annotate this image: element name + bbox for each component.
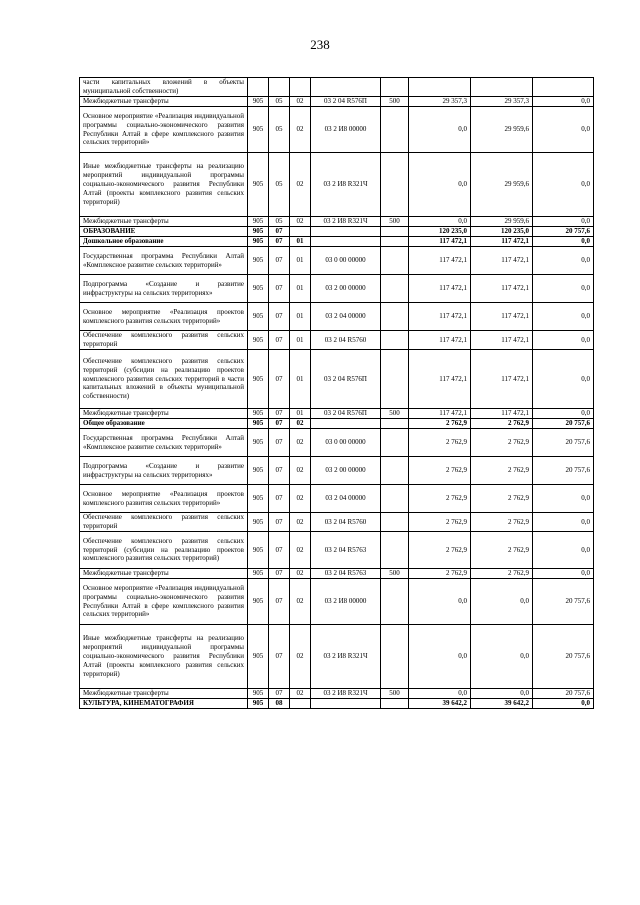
row-amount-1: 2 762,9	[409, 485, 471, 513]
row-amount-1: 0,0	[409, 107, 471, 153]
row-gr-code: 905	[248, 689, 269, 699]
row-amount-1: 29 357,3	[409, 97, 471, 107]
row-pr-code: 02	[290, 485, 311, 513]
row-name: Дошкольное образование	[80, 237, 248, 247]
row-gr-code: 905	[248, 227, 269, 237]
row-vr-code	[381, 457, 409, 485]
row-rz-code: 07	[269, 275, 290, 303]
table-row	[80, 625, 594, 689]
row-rz-code: 05	[269, 107, 290, 153]
row-vr-code	[381, 303, 409, 331]
row-amount-2: 117 472,1	[471, 409, 533, 419]
row-gr-code: 905	[248, 532, 269, 569]
row-cs-code: 03 0 00 00000	[311, 429, 381, 457]
table-row	[80, 247, 594, 275]
row-amount-2: 0,0	[471, 689, 533, 699]
row-amount-1: 0,0	[409, 625, 471, 689]
row-amount-3: 0,0	[533, 153, 594, 217]
row-amount-1: 2 762,9	[409, 532, 471, 569]
row-amount-3	[533, 78, 594, 97]
row-amount-1	[409, 78, 471, 97]
row-gr-code: 905	[248, 419, 269, 429]
row-gr-code	[248, 78, 269, 97]
row-cs-code: 03 2 04 00000	[311, 485, 381, 513]
row-amount-2: 2 762,9	[471, 457, 533, 485]
row-cs-code: 03 2 И8 R321Ч	[311, 153, 381, 217]
row-name: Межбюджетные трансферты	[80, 569, 248, 579]
table-row	[80, 227, 594, 237]
row-amount-2: 117 472,1	[471, 275, 533, 303]
row-gr-code: 905	[248, 429, 269, 457]
row-pr-code: 02	[290, 217, 311, 227]
row-vr-code	[381, 579, 409, 625]
row-gr-code: 905	[248, 513, 269, 532]
row-name: Государственная программа Республики Алтай «Комплексное развитие сельских территорий»	[80, 429, 248, 457]
row-rz-code: 07	[269, 625, 290, 689]
row-cs-code: 03 2 04 R5760	[311, 513, 381, 532]
row-amount-1: 39 642,2	[409, 699, 471, 709]
row-cs-code: 03 2 И8 00000	[311, 107, 381, 153]
row-pr-code: 02	[290, 579, 311, 625]
table-body	[80, 78, 594, 709]
row-amount-1: 2 762,9	[409, 569, 471, 579]
row-amount-2: 2 762,9	[471, 429, 533, 457]
row-amount-2: 0,0	[471, 579, 533, 625]
row-rz-code: 07	[269, 247, 290, 275]
row-amount-1: 117 472,1	[409, 331, 471, 350]
table-row	[80, 532, 594, 569]
row-amount-3: 0,0	[533, 97, 594, 107]
row-vr-code	[381, 513, 409, 532]
row-rz-code: 07	[269, 409, 290, 419]
row-gr-code: 905	[248, 107, 269, 153]
table-row	[80, 485, 594, 513]
row-vr-code	[381, 227, 409, 237]
row-name: Обеспечение комплексного развития сельских территорий (субсидии на реализацию проектов комплексного развития сельских территорий)	[80, 532, 248, 569]
row-pr-code: 02	[290, 107, 311, 153]
row-vr-code: 500	[381, 569, 409, 579]
row-cs-code: 03 2 04 00000	[311, 303, 381, 331]
row-amount-3: 20 757,6	[533, 419, 594, 429]
row-pr-code: 02	[290, 569, 311, 579]
row-amount-1: 117 472,1	[409, 350, 471, 409]
row-name: Межбюджетные трансферты	[80, 97, 248, 107]
row-rz-code: 07	[269, 227, 290, 237]
table-row	[80, 303, 594, 331]
row-amount-3: 0,0	[533, 247, 594, 275]
row-amount-3: 0,0	[533, 350, 594, 409]
row-vr-code	[381, 350, 409, 409]
row-vr-code	[381, 275, 409, 303]
table-row	[80, 275, 594, 303]
row-gr-code: 905	[248, 579, 269, 625]
row-cs-code: 03 2 И8 00000	[311, 579, 381, 625]
row-amount-2: 120 235,0	[471, 227, 533, 237]
row-cs-code: 03 2 04 R5763	[311, 569, 381, 579]
row-gr-code: 905	[248, 409, 269, 419]
row-gr-code: 905	[248, 247, 269, 275]
row-amount-2: 29 959,6	[471, 217, 533, 227]
row-amount-2: 117 472,1	[471, 237, 533, 247]
row-amount-3: 0,0	[533, 237, 594, 247]
row-gr-code: 905	[248, 97, 269, 107]
row-vr-code	[381, 485, 409, 513]
row-gr-code: 905	[248, 237, 269, 247]
row-cs-code: 03 2 04 R5763	[311, 532, 381, 569]
row-pr-code	[290, 699, 311, 709]
row-pr-code: 02	[290, 419, 311, 429]
row-vr-code: 500	[381, 409, 409, 419]
table-row	[80, 513, 594, 532]
row-amount-3: 0,0	[533, 513, 594, 532]
row-amount-1: 2 762,9	[409, 429, 471, 457]
row-amount-1: 0,0	[409, 217, 471, 227]
table-row	[80, 689, 594, 699]
row-amount-3: 0,0	[533, 532, 594, 569]
row-vr-code	[381, 429, 409, 457]
row-name: Основное мероприятие «Реализация проектов комплексного развития сельских территорий»	[80, 485, 248, 513]
row-gr-code: 905	[248, 699, 269, 709]
row-rz-code: 07	[269, 689, 290, 699]
row-pr-code: 02	[290, 513, 311, 532]
row-pr-code: 02	[290, 625, 311, 689]
table-row	[80, 331, 594, 350]
table-row	[80, 153, 594, 217]
row-name: Обеспечение комплексного развития сельских территорий (субсидии на реализацию проектов комплексного развития сельских территорий в части капитальных вложений в объекты муниципальной собственности)	[80, 350, 248, 409]
row-gr-code: 905	[248, 303, 269, 331]
page-number: 238	[310, 37, 330, 52]
row-cs-code: 03 2 И8 R321Ч	[311, 689, 381, 699]
row-cs-code	[311, 419, 381, 429]
table-row	[80, 699, 594, 709]
row-cs-code: 03 2 04 R576П	[311, 97, 381, 107]
row-amount-3: 0,0	[533, 569, 594, 579]
row-cs-code	[311, 227, 381, 237]
row-amount-3: 0,0	[533, 409, 594, 419]
row-pr-code: 01	[290, 303, 311, 331]
row-amount-2: 117 472,1	[471, 350, 533, 409]
row-name: Межбюджетные трансферты	[80, 689, 248, 699]
row-amount-3: 0,0	[533, 217, 594, 227]
row-vr-code	[381, 78, 409, 97]
row-name: Подпрограмма «Создание и развитие инфраструктуры на сельских территориях»	[80, 457, 248, 485]
row-rz-code: 07	[269, 237, 290, 247]
row-rz-code: 07	[269, 532, 290, 569]
row-name: КУЛЬТУРА, КИНЕМАТОГРАФИЯ	[80, 699, 248, 709]
row-amount-1: 117 472,1	[409, 247, 471, 275]
row-amount-1: 2 762,9	[409, 457, 471, 485]
row-amount-1: 0,0	[409, 579, 471, 625]
row-amount-3: 20 757,6	[533, 429, 594, 457]
row-vr-code	[381, 419, 409, 429]
table-row	[80, 237, 594, 247]
row-vr-code	[381, 237, 409, 247]
table-row	[80, 78, 594, 97]
row-amount-1: 117 472,1	[409, 275, 471, 303]
row-cs-code: 03 2 00 00000	[311, 457, 381, 485]
row-name: Межбюджетные трансферты	[80, 409, 248, 419]
row-rz-code: 08	[269, 699, 290, 709]
row-amount-3: 0,0	[533, 699, 594, 709]
table-row	[80, 419, 594, 429]
row-gr-code: 905	[248, 331, 269, 350]
row-gr-code: 905	[248, 625, 269, 689]
row-cs-code: 03 2 И8 R321Ч	[311, 625, 381, 689]
row-pr-code: 01	[290, 409, 311, 419]
row-cs-code	[311, 699, 381, 709]
row-amount-2: 29 959,6	[471, 107, 533, 153]
table-row	[80, 97, 594, 107]
row-amount-3: 0,0	[533, 303, 594, 331]
table-row	[80, 569, 594, 579]
row-vr-code: 500	[381, 217, 409, 227]
row-cs-code: 03 2 04 R576П	[311, 409, 381, 419]
row-name: Основное мероприятие «Реализация индивидуальной программы социально-экономического развития Республики Алтай в сфере комплексного развития сельских территорий»	[80, 107, 248, 153]
row-cs-code	[311, 78, 381, 97]
row-cs-code: 03 2 04 R5760	[311, 331, 381, 350]
row-name: Основное мероприятие «Реализация проектов комплексного развития сельских территорий»	[80, 303, 248, 331]
row-amount-2: 2 762,9	[471, 532, 533, 569]
row-pr-code: 01	[290, 247, 311, 275]
row-amount-2: 2 762,9	[471, 419, 533, 429]
row-name: Подпрограмма «Создание и развитие инфраструктуры на сельских территориях»	[80, 275, 248, 303]
row-pr-code	[290, 227, 311, 237]
table-row	[80, 350, 594, 409]
row-vr-code	[381, 699, 409, 709]
row-rz-code: 05	[269, 97, 290, 107]
row-vr-code	[381, 107, 409, 153]
row-vr-code	[381, 532, 409, 569]
row-name: Обеспечение комплексного развития сельских территорий	[80, 331, 248, 350]
row-cs-code	[311, 237, 381, 247]
row-gr-code: 905	[248, 153, 269, 217]
row-amount-2: 39 642,2	[471, 699, 533, 709]
row-rz-code: 07	[269, 429, 290, 457]
row-rz-code: 07	[269, 350, 290, 409]
row-amount-1: 117 472,1	[409, 409, 471, 419]
row-name: Обеспечение комплексного развития сельских территорий	[80, 513, 248, 532]
row-pr-code: 01	[290, 237, 311, 247]
row-gr-code: 905	[248, 275, 269, 303]
table-row	[80, 107, 594, 153]
row-name: части капитальных вложений в объекты муниципальной собственности)	[80, 78, 248, 97]
row-amount-2: 2 762,9	[471, 513, 533, 532]
row-amount-2: 117 472,1	[471, 331, 533, 350]
row-amount-3: 20 757,6	[533, 457, 594, 485]
row-pr-code: 02	[290, 153, 311, 217]
row-rz-code: 07	[269, 419, 290, 429]
row-amount-3: 0,0	[533, 331, 594, 350]
row-vr-code	[381, 625, 409, 689]
row-gr-code: 905	[248, 569, 269, 579]
row-amount-3: 20 757,6	[533, 689, 594, 699]
row-name: Межбюджетные трансферты	[80, 217, 248, 227]
row-amount-3: 20 757,6	[533, 579, 594, 625]
row-amount-2: 117 472,1	[471, 303, 533, 331]
row-cs-code: 03 0 00 00000	[311, 247, 381, 275]
row-pr-code: 01	[290, 350, 311, 409]
row-amount-1: 2 762,9	[409, 419, 471, 429]
row-amount-2: 29 959,6	[471, 153, 533, 217]
row-pr-code	[290, 78, 311, 97]
row-pr-code: 02	[290, 689, 311, 699]
row-name: Общее образование	[80, 419, 248, 429]
row-amount-1: 0,0	[409, 689, 471, 699]
row-rz-code: 07	[269, 569, 290, 579]
row-amount-3: 0,0	[533, 275, 594, 303]
table-row	[80, 457, 594, 485]
row-name: Иные межбюджетные трансферты на реализацию мероприятий индивидуальной программы социально-экономического развития Республики Алтай (проекты комплексного развития сельских территорий)	[80, 625, 248, 689]
row-name: Государственная программа Республики Алтай «Комплексное развитие сельских территорий»	[80, 247, 248, 275]
row-pr-code: 02	[290, 97, 311, 107]
row-pr-code: 01	[290, 331, 311, 350]
row-gr-code: 905	[248, 485, 269, 513]
row-amount-2: 29 357,3	[471, 97, 533, 107]
row-vr-code	[381, 247, 409, 275]
row-amount-1: 117 472,1	[409, 237, 471, 247]
table-row	[80, 409, 594, 419]
row-rz-code: 07	[269, 331, 290, 350]
row-vr-code: 500	[381, 97, 409, 107]
budget-table	[79, 77, 594, 709]
row-amount-3: 0,0	[533, 485, 594, 513]
row-rz-code: 07	[269, 579, 290, 625]
row-amount-3: 20 757,6	[533, 625, 594, 689]
row-name: Основное мероприятие «Реализация индивидуальной программы социально-экономического развития Республики Алтай в сфере комплексного развития сельских территорий»	[80, 579, 248, 625]
row-amount-2	[471, 78, 533, 97]
table-row	[80, 217, 594, 227]
row-pr-code: 02	[290, 532, 311, 569]
row-rz-code: 07	[269, 303, 290, 331]
row-amount-1: 0,0	[409, 153, 471, 217]
row-amount-2: 0,0	[471, 625, 533, 689]
row-vr-code: 500	[381, 689, 409, 699]
row-name: Иные межбюджетные трансферты на реализацию мероприятий индивидуальной программы социально-экономического развития Республики Алтай (проекты комплексного развития сельских территорий)	[80, 153, 248, 217]
row-cs-code: 03 2 И8 R321Ч	[311, 217, 381, 227]
row-amount-1: 2 762,9	[409, 513, 471, 532]
row-gr-code: 905	[248, 457, 269, 485]
row-amount-2: 2 762,9	[471, 485, 533, 513]
row-rz-code	[269, 78, 290, 97]
row-gr-code: 905	[248, 217, 269, 227]
row-pr-code: 02	[290, 429, 311, 457]
row-rz-code: 07	[269, 513, 290, 532]
row-rz-code: 07	[269, 457, 290, 485]
row-cs-code: 03 2 04 R576П	[311, 350, 381, 409]
row-vr-code	[381, 153, 409, 217]
row-amount-3: 0,0	[533, 107, 594, 153]
row-rz-code: 05	[269, 217, 290, 227]
row-amount-1: 117 472,1	[409, 303, 471, 331]
table-row	[80, 429, 594, 457]
row-gr-code: 905	[248, 350, 269, 409]
row-rz-code: 05	[269, 153, 290, 217]
table-row	[80, 579, 594, 625]
row-amount-2: 117 472,1	[471, 247, 533, 275]
row-cs-code: 03 2 00 00000	[311, 275, 381, 303]
row-amount-2: 2 762,9	[471, 569, 533, 579]
row-amount-1: 120 235,0	[409, 227, 471, 237]
row-name: ОБРАЗОВАНИЕ	[80, 227, 248, 237]
row-rz-code: 07	[269, 485, 290, 513]
row-pr-code: 02	[290, 457, 311, 485]
row-vr-code	[381, 331, 409, 350]
row-pr-code: 01	[290, 275, 311, 303]
row-amount-3: 20 757,6	[533, 227, 594, 237]
